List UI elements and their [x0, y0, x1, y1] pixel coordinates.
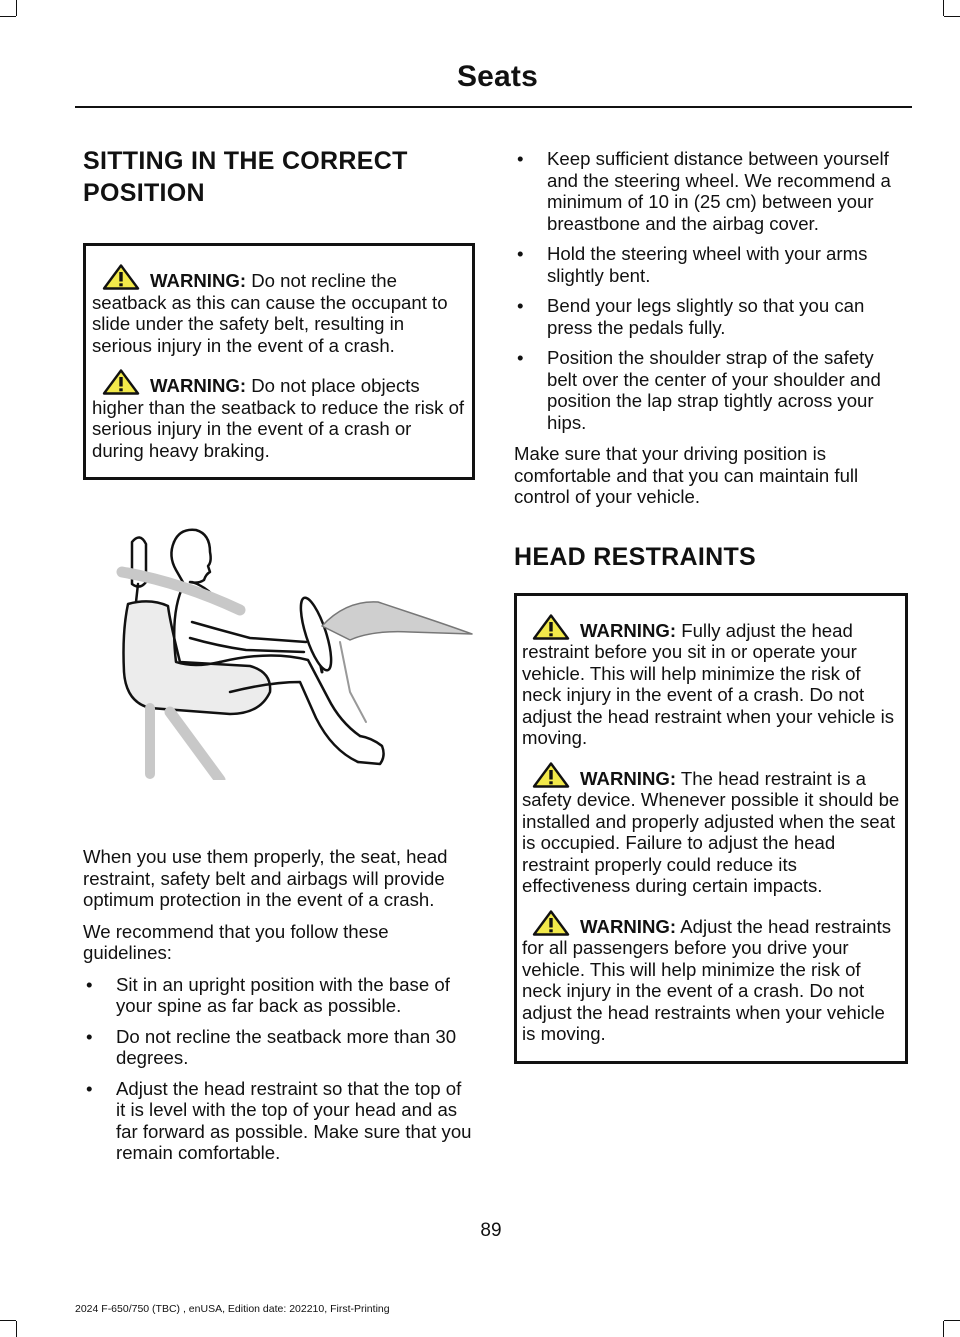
right-column — [514, 148, 908, 1064]
warning-triangle-icon — [532, 614, 570, 640]
warning-label: WARNING: — [580, 619, 677, 641]
warning-paragraph — [92, 264, 466, 356]
warning-label: WARNING: — [150, 375, 247, 396]
warning-label: WARNING: — [150, 270, 247, 291]
sitting-warning-box — [83, 243, 475, 480]
warning-triangle-icon — [532, 762, 570, 788]
warning-label: WARNING: — [580, 915, 677, 937]
list-item: • Bend your legs slightly so that you can press the pedals fully. — [514, 295, 908, 338]
closing-paragraph: Make sure that your driving position is comfortable and that you can maintain full control of your vehicle. — [514, 443, 859, 507]
list-item: • Hold the steering wheel with your arms slightly bent. — [514, 243, 908, 286]
list-item: • Position the shoulder strap of the safety belt over the center of your shoulder and position the lap strap tightly across your hips. — [514, 347, 908, 433]
list-item: • Keep sufficient distance between yourself and the steering wheel. We recommend a minimum of 10 in (25 cm) between your breastbone and the airbag cover. — [514, 148, 908, 234]
warning-paragraph — [522, 910, 900, 1045]
crop-mark — [943, 0, 944, 16]
warning-paragraph — [522, 614, 900, 749]
warning-label: WARNING: — [580, 767, 677, 789]
crop-mark — [0, 16, 16, 17]
warning-triangle-icon — [102, 369, 140, 395]
guidelines-list-continued — [514, 148, 908, 433]
crop-mark — [16, 1321, 17, 1337]
warning-paragraph — [522, 762, 900, 897]
list-item: • Adjust the head restraint so that the top of it is level with the top of your head and as far forward as possible. Make sure that you remain comfortable. — [83, 1078, 475, 1164]
head-restraints-heading: HEAD RESTRAINTS — [514, 542, 757, 571]
seating-position-illustration — [110, 522, 480, 780]
list-item: • Sit in an upright position with the base of your spine as far back as possible. — [83, 974, 475, 1017]
crop-mark — [16, 0, 17, 16]
warning-paragraph — [92, 369, 466, 461]
sitting-heading-line1: SITTING IN THE CORRECT — [83, 147, 408, 175]
crop-mark — [944, 16, 960, 17]
crop-mark — [943, 1321, 944, 1337]
page-number: 89 — [480, 1220, 502, 1241]
crop-mark — [944, 1320, 960, 1321]
page-section-title: Seats — [456, 60, 538, 93]
head-restraints-warning-box — [514, 593, 908, 1064]
sitting-position-heading — [83, 145, 475, 209]
sitting-heading-line2: POSITION — [83, 179, 205, 207]
crop-mark — [0, 1320, 16, 1321]
warning-text: Adjust the head restraints for all passengers before you drive your vehicle. This will help minimize the risk of neck injury in the event of a crash. Do not adjust the head restraints when your vehicle is moving. — [522, 915, 892, 1044]
warning-triangle-icon — [532, 910, 570, 936]
guidelines-intro: We recommend that you follow these guidelines: — [83, 920, 389, 963]
warning-text: Do not place objects higher than the seatback to reduce the risk of serious injury in the event of a crash or during heavy braking. — [92, 375, 465, 461]
header-divider — [75, 106, 912, 108]
edition-info: 2024 F-650/750 (TBC) , enUSA, Edition date: 202210, First-Printing — [75, 1303, 390, 1315]
warning-text: Do not recline the seatback as this can cause the occupant to slide under the safety belt, resulting in serious injury in the event of a crash. — [92, 270, 448, 356]
guidelines-list — [83, 974, 475, 1164]
warning-triangle-icon — [102, 264, 140, 290]
warning-text: The head restraint is a safety device. Whenever possible it should be installed and properly adjusted when the seat is occupied. Failure to adjust the head restraint properly could reduce its effectiveness during certain impacts. — [522, 767, 900, 896]
list-item: • Do not recline the seatback more than 30 degrees. — [83, 1026, 475, 1069]
warning-text: Fully adjust the head restraint before you sit in or operate your vehicle. This will help minimize the risk of neck injury in the event of a crash. Do not adjust the head restraint when your vehicle is moving. — [522, 619, 895, 748]
intro-paragraph: When you use them properly, the seat, head restraint, safety belt and airbags will provide optimum protection in the event of a crash. — [83, 846, 448, 910]
